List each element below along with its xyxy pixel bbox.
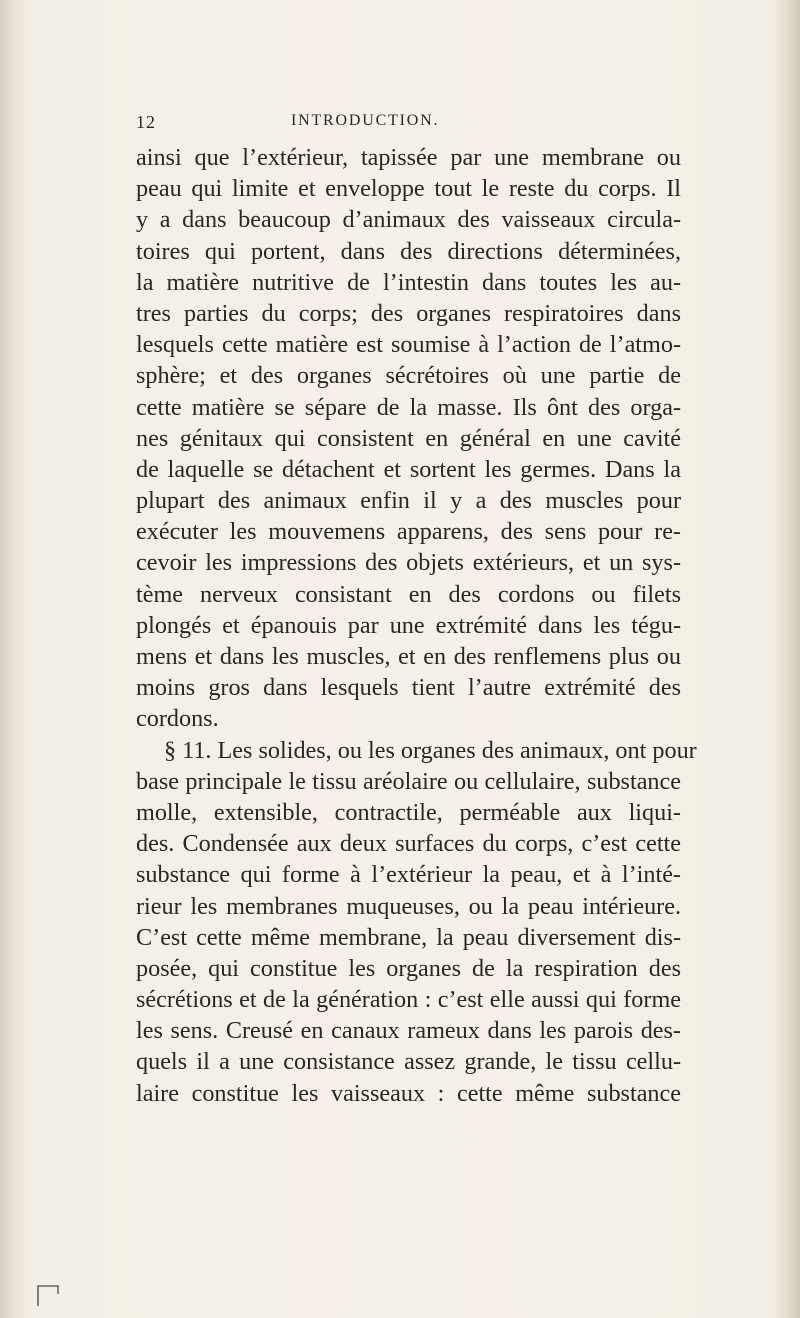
paragraph-2 [136, 735, 697, 1109]
text-line: plongés et épanouis par une extrémité dans les tégu- [136, 611, 681, 639]
text-line: toires qui portent, dans des directions déterminées, [136, 237, 681, 265]
running-head [136, 108, 696, 138]
corner-bracket-mark [34, 1280, 74, 1310]
text-line: tres parties du corps; des organes respiratoires dans [136, 299, 681, 327]
page-number: 12 [136, 112, 156, 132]
text-line: la matière nutritive de l’intestin dans toutes les au- [136, 268, 681, 296]
text-line: mens et dans les muscles, et en des renflemens plus ou [136, 643, 681, 670]
body-text [136, 142, 697, 1109]
page-edge-shadow [774, 0, 800, 1318]
text-line: laire constitue les vaisseaux : cette même substance [136, 1079, 681, 1107]
text-line: des. Condensée aux deux surfaces du corps, c’est cette [136, 830, 681, 858]
text-line: y a dans beaucoup d’animaux des vaisseaux circula- [136, 206, 681, 234]
text-line: posée, qui constitue les organes de la respiration des [136, 954, 681, 982]
text-line: ainsi que l’extérieur, tapissée par une membrane ou [136, 144, 681, 171]
text-line: les sens. Creusé en canaux rameux dans les parois des- [136, 1017, 681, 1045]
text-line: base principale le tissu aréolaire ou cellulaire, substance [136, 767, 681, 795]
running-title: INTRODUCTION. [291, 112, 440, 129]
text-line: rieur les membranes muqueuses, ou la peau intérieure. [136, 892, 681, 920]
text-line: plupart des animaux enfin il y a des muscles pour [136, 487, 681, 515]
text-line: C’est cette même membrane, la peau diversement dis- [136, 923, 681, 951]
text-line: cordons. [136, 705, 219, 733]
text-line: quels il a une consistance assez grande, le tissu cellu- [136, 1048, 681, 1076]
page-gutter-shadow [0, 0, 30, 1318]
text-line: de laquelle se détachent et sortent les germes. Dans la [136, 455, 681, 483]
text-line: sphère; et des organes sécrétoires où une partie de [136, 362, 681, 390]
text-line: substance qui forme à l’extérieur la peau, et à l’inté- [136, 861, 681, 889]
text-line: sécrétions et de la génération : c’est elle aussi qui forme [136, 986, 681, 1014]
text-line: exécuter les mouvemens apparens, des sens pour re- [136, 518, 681, 546]
text-line: molle, extensible, contractile, perméable aux liqui- [136, 798, 681, 826]
text-line: § 11. Les solides, ou les organes des animaux, ont pour [164, 736, 697, 764]
text-line: cette matière se sépare de la masse. Ils ônt des orga- [136, 393, 681, 421]
text-line: peau qui limite et enveloppe tout le reste du corps. Il [136, 175, 681, 203]
text-line: nes génitaux qui consistent en général en une cavité [136, 424, 681, 452]
paragraph-1 [136, 142, 681, 735]
text-line: moins gros dans lesquels tient l’autre extrémité des [136, 674, 681, 702]
text-line: cevoir les impressions des objets extérieurs, et un sys- [136, 549, 681, 577]
text-line: tème nerveux consistant en des cordons ou filets [136, 580, 681, 608]
text-line: lesquels cette matière est soumise à l’action de l’atmo- [136, 331, 681, 359]
